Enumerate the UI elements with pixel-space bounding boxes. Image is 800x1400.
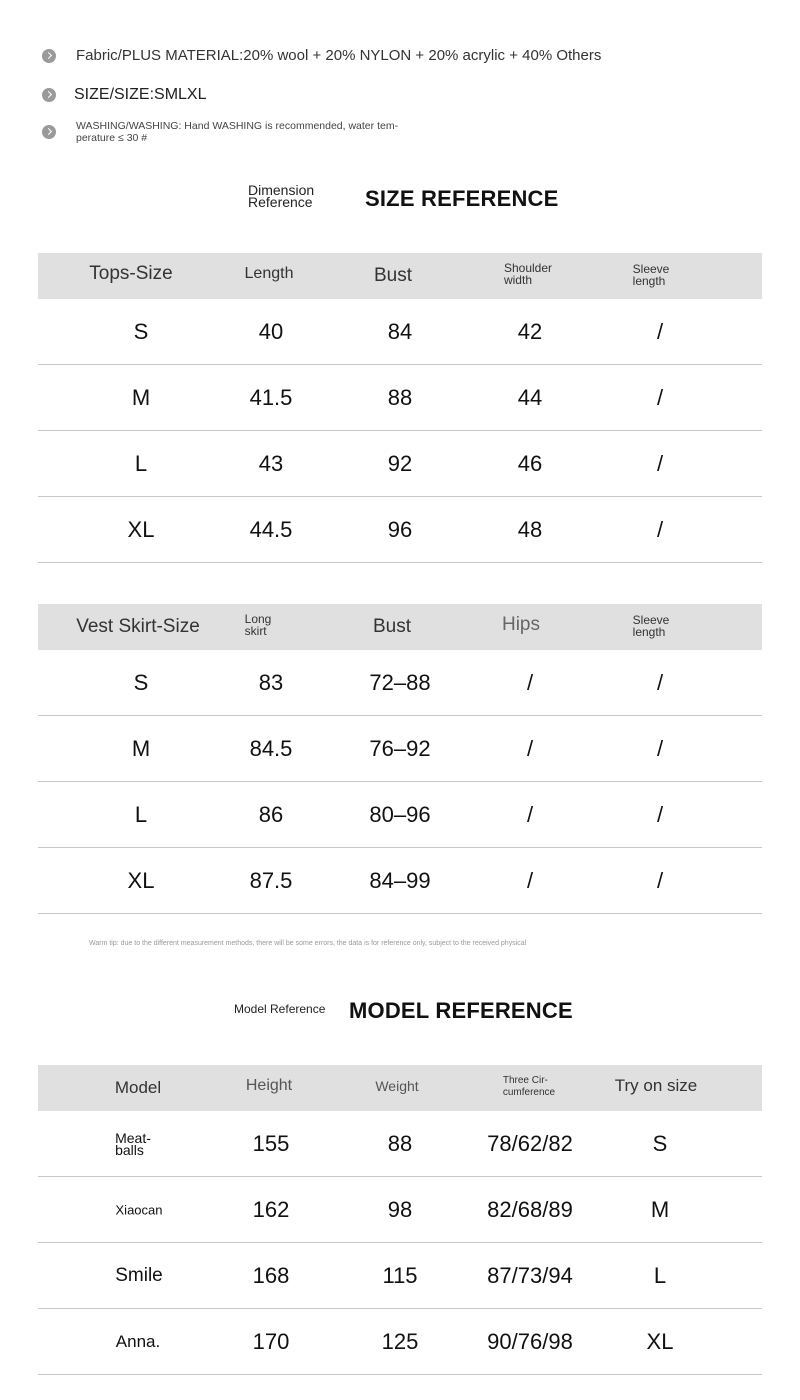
table-cell: / <box>526 669 534 695</box>
table-cell: 170 <box>252 1328 290 1354</box>
table-row <box>38 716 762 782</box>
chevron-right-icon <box>42 125 56 139</box>
size-reference-small-title <box>248 184 314 208</box>
table-cell: 84 <box>387 318 413 344</box>
table-cell: / <box>656 516 664 542</box>
table-row <box>38 650 762 716</box>
table-cell: 168 <box>252 1262 290 1288</box>
header-line: Sleeve <box>632 262 670 276</box>
header-line: Shoulder <box>503 261 553 275</box>
table-cell: 155 <box>252 1130 290 1156</box>
table-cell: 82/68/89 <box>487 1196 573 1222</box>
table-cell: / <box>656 384 664 410</box>
table-cell: 87/73/94 <box>487 1262 573 1288</box>
table-cell: 83 <box>258 669 284 695</box>
table-cell: 40 <box>258 318 284 344</box>
header-cell: Height <box>245 1077 293 1094</box>
table-cell: L <box>134 450 148 476</box>
model-reference-table <box>38 1065 762 1375</box>
header-cell: Model <box>114 1078 162 1097</box>
header-cell <box>245 613 272 637</box>
fabric-text: Fabric/PLUS MATERIAL:20% wool + 20% NYLON + 20% acrylic + 40% Others <box>76 47 602 64</box>
vest-skirt-size-table <box>38 604 762 914</box>
table-cell: 88 <box>387 384 413 410</box>
table-cell: M <box>650 1196 670 1222</box>
table-cell: / <box>656 318 664 344</box>
header-cell <box>503 1075 555 1099</box>
table-cell: XL <box>127 516 155 542</box>
table-row <box>38 848 762 914</box>
table-cell: L <box>653 1262 667 1288</box>
table-cell: / <box>656 867 664 893</box>
header-line: Three Cir- <box>502 1075 548 1086</box>
table-cell: L <box>134 801 148 827</box>
model-reference-title: MODEL REFERENCE <box>349 998 573 1023</box>
table-cell: 84–99 <box>369 867 431 893</box>
warm-tip: Warm tip: due to the different measurement methods, there will be some errors, the data is for reference only, subject to the received physical <box>89 940 527 947</box>
small-title-line: Dimension <box>248 182 315 198</box>
table-cell: 43 <box>258 450 284 476</box>
header-line: cumference <box>502 1087 556 1098</box>
header-cell: Bust <box>373 265 413 286</box>
table-cell: 96 <box>387 516 413 542</box>
header-cell <box>504 262 552 286</box>
table-cell: 92 <box>387 450 413 476</box>
header-line: Long <box>244 612 272 626</box>
table-cell: 162 <box>252 1196 290 1222</box>
table-cell: 115 <box>382 1262 418 1288</box>
table-cell: 88 <box>387 1130 413 1156</box>
header-cell: Bust <box>372 616 412 637</box>
table-cell: XL <box>127 867 155 893</box>
table-cell: / <box>526 867 534 893</box>
model-name-cell <box>115 1129 151 1158</box>
header-cell <box>633 614 670 638</box>
table-cell: 42 <box>517 318 543 344</box>
table-cell: 44.5 <box>249 516 293 542</box>
table-header <box>38 1065 762 1111</box>
table-header <box>38 253 762 299</box>
table-row <box>38 782 762 848</box>
model-reference-small-title: Model Reference <box>234 1002 326 1016</box>
table-cell: 78/62/82 <box>487 1130 573 1156</box>
chevron-right-icon <box>42 88 56 102</box>
header-cell: Tops-Size <box>89 263 173 284</box>
name-line: balls <box>115 1141 144 1158</box>
table-cell: / <box>656 450 664 476</box>
size-reference-title: SIZE REFERENCE <box>365 186 559 211</box>
table-cell: 87.5 <box>249 867 293 893</box>
washing-text: WASHING/WASHING: Hand WASHING is recommended, water tem-perature ≤ 30 # <box>76 120 399 144</box>
header-cell: Weight <box>375 1078 419 1094</box>
washing-info <box>42 120 421 144</box>
model-name-cell: Smile <box>115 1264 163 1286</box>
fabric-info <box>42 47 601 64</box>
table-cell: 84.5 <box>249 735 293 761</box>
table-cell: M <box>131 735 151 761</box>
table-cell: / <box>656 669 664 695</box>
model-name-cell: Anna. <box>115 1331 161 1351</box>
table-cell: 41.5 <box>249 384 293 410</box>
table-cell: 76–92 <box>369 735 431 761</box>
table-row <box>38 1111 762 1177</box>
small-title-line: Reference <box>248 194 313 210</box>
table-cell: / <box>526 801 534 827</box>
header-cell: Length <box>244 265 294 282</box>
table-row <box>38 1243 762 1309</box>
table-header <box>38 604 762 650</box>
table-cell: 125 <box>381 1328 419 1354</box>
table-row <box>38 497 762 563</box>
header-cell: Try on size <box>614 1076 698 1095</box>
size-text: SIZE/SIZE:SMLXL <box>74 86 207 103</box>
name-line: Meat- <box>115 1129 151 1146</box>
table-cell: 98 <box>387 1196 413 1222</box>
table-row <box>38 1177 762 1243</box>
header-line: width <box>503 273 532 287</box>
table-cell: / <box>656 801 664 827</box>
header-line: length <box>632 274 666 288</box>
table-cell: 46 <box>517 450 543 476</box>
table-cell: / <box>656 735 664 761</box>
table-cell: S <box>133 318 149 344</box>
header-cell <box>633 263 670 287</box>
header-cell: Hips <box>501 614 541 635</box>
table-cell: XL <box>646 1328 674 1354</box>
table-cell: S <box>133 669 149 695</box>
table-cell: 90/76/98 <box>487 1328 573 1354</box>
table-cell: / <box>526 735 534 761</box>
header-cell: Vest Skirt-Size <box>76 616 200 637</box>
table-row <box>38 299 762 365</box>
table-cell: M <box>131 384 151 410</box>
model-name-cell: Xiaocan <box>115 1202 163 1217</box>
chevron-right-icon <box>42 49 56 63</box>
header-line: skirt <box>244 624 267 638</box>
table-cell: 48 <box>517 516 543 542</box>
header-line: length <box>632 625 666 639</box>
header-line: Sleeve <box>632 613 670 627</box>
tops-size-table <box>38 253 762 563</box>
table-row <box>38 365 762 431</box>
table-row <box>38 431 762 497</box>
table-cell: 80–96 <box>369 801 431 827</box>
table-cell: 72–88 <box>369 669 431 695</box>
table-cell: 86 <box>258 801 284 827</box>
table-row <box>38 1309 762 1375</box>
table-cell: S <box>652 1130 668 1156</box>
size-info <box>42 86 206 104</box>
table-cell: 44 <box>517 384 543 410</box>
